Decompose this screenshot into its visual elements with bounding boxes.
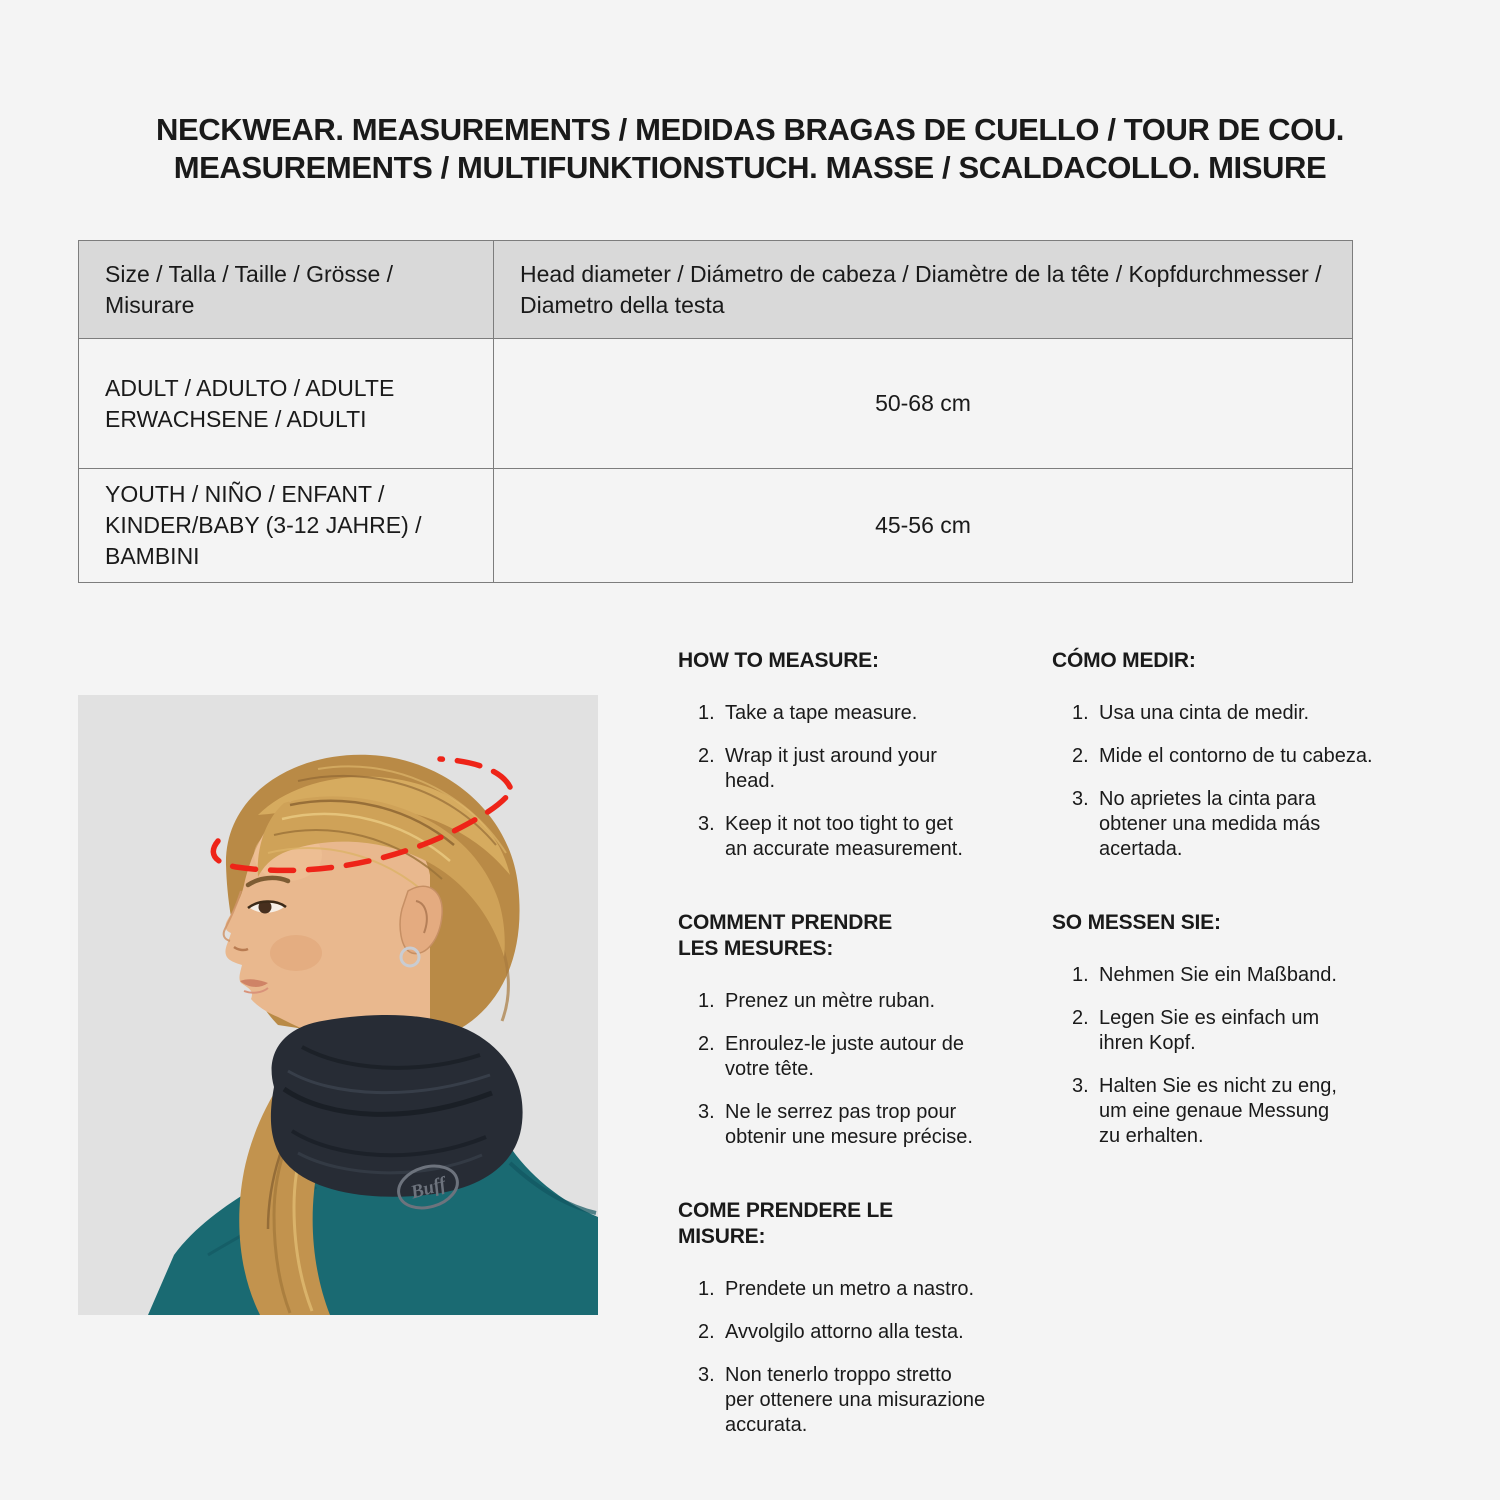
step-item	[678, 1277, 1008, 1302]
step-number: 2.	[698, 1033, 715, 1055]
step-number: 3.	[698, 813, 715, 835]
section-title-it: COME PRENDERE LE MISURE:	[678, 1199, 893, 1248]
buff-logo-text: Buff	[408, 1173, 449, 1204]
youth-size-label: YOUTH / NIÑO / ENFANT / KINDER/BABY (3-12 JAHRE) / BAMBINI	[79, 469, 494, 583]
step-text: Usa una cinta de medir.	[1099, 702, 1310, 724]
step-text: Wrap it just around your head.	[725, 745, 937, 792]
section-how-to-measure-en	[678, 648, 1008, 862]
model-photo	[78, 695, 598, 1315]
step-text: Prendete un metro a nastro.	[725, 1278, 975, 1300]
step-number: 1.	[698, 990, 715, 1012]
step-text: Take a tape measure.	[725, 702, 918, 724]
table-row-youth	[79, 469, 1353, 583]
step-item	[1052, 963, 1388, 988]
step-text: Prenez un mètre ruban.	[725, 990, 936, 1012]
step-text: Mide el contorno de tu cabeza.	[1099, 745, 1373, 767]
step-number: 1.	[698, 1278, 715, 1300]
step-item	[678, 1320, 1008, 1345]
step-item	[1052, 701, 1388, 726]
step-text: Enroulez-le juste autour de votre tête.	[725, 1033, 965, 1080]
section-how-to-measure-de	[1052, 910, 1388, 1149]
model-photo-illustration	[78, 695, 598, 1315]
neckwear	[271, 1015, 523, 1197]
step-text: Legen Sie es einfach um ihren Kopf.	[1099, 1007, 1320, 1054]
step-text: Ne le serrez pas trop pour obtenir une mesure précise.	[725, 1101, 973, 1148]
diameter-column-header: Head diameter / Diámetro de cabeza / Diamètre de la tête / Kopfdurchmesser / Diametro della testa	[494, 241, 1353, 339]
table-row-adult	[79, 339, 1353, 469]
step-text: Nehmen Sie ein Maßband.	[1099, 964, 1337, 986]
adult-diameter-value: 50-68 cm	[494, 339, 1353, 469]
youth-diameter-value: 45-56 cm	[494, 469, 1353, 583]
step-text: Keep it not too tight to get an accurate measurement.	[725, 813, 963, 860]
step-text: Halten Sie es nicht zu eng, um eine genaue Messung zu erhalten.	[1099, 1075, 1337, 1147]
adult-size-label: ADULT / ADULTO / ADULTE ERWACHSENE / ADULTI	[79, 339, 494, 469]
step-text: Avvolgilo attorno alla testa.	[725, 1321, 964, 1343]
instructions-column-1	[678, 648, 1008, 1438]
section-how-to-measure-es	[1052, 648, 1388, 862]
step-number: 1.	[698, 702, 715, 724]
step-item	[678, 989, 1008, 1014]
section-title-en: HOW TO MEASURE:	[678, 649, 879, 672]
section-title-fr: COMMENT PRENDRE LES MESURES:	[678, 911, 893, 960]
steps-list-es	[1052, 701, 1388, 862]
step-item	[678, 1032, 1008, 1082]
step-number: 1.	[1072, 964, 1089, 986]
step-number: 1.	[1072, 702, 1089, 724]
step-number: 2.	[1072, 745, 1089, 767]
step-item	[1052, 1074, 1388, 1149]
step-item	[1052, 787, 1388, 862]
step-number: 3.	[698, 1364, 715, 1386]
section-title-de: SO MESSEN SIE:	[1052, 911, 1221, 934]
step-text: Non tenerlo troppo stretto per ottenere una misurazione accurata.	[725, 1364, 986, 1436]
section-how-to-measure-fr	[678, 910, 1008, 1150]
step-item	[678, 1100, 1008, 1150]
steps-list-en	[678, 701, 1008, 862]
step-number: 3.	[698, 1101, 715, 1123]
steps-list-it	[678, 1277, 1008, 1438]
steps-list-fr	[678, 989, 1008, 1150]
step-item	[1052, 1006, 1388, 1056]
step-number: 2.	[698, 1321, 715, 1343]
step-number: 2.	[698, 745, 715, 767]
steps-list-de	[1052, 963, 1388, 1149]
step-item	[1052, 744, 1388, 769]
section-how-to-measure-it	[678, 1198, 1008, 1438]
size-column-header: Size / Talla / Taille / Grösse / Misurare	[79, 241, 494, 339]
size-table	[78, 240, 1353, 583]
section-title-es: CÓMO MEDIR:	[1052, 649, 1196, 672]
table-header-row	[79, 241, 1353, 339]
step-number: 3.	[1072, 1075, 1089, 1097]
step-number: 3.	[1072, 788, 1089, 810]
step-text: No aprietes la cinta para obtener una medida más acertada.	[1099, 788, 1321, 860]
step-item	[678, 701, 1008, 726]
step-item	[678, 1363, 1008, 1438]
page-title: NECKWEAR. MEASUREMENTS / MEDIDAS BRAGAS DE CUELLO / TOUR DE COU. MEASUREMENTS / MULTIFUNKTIONSTUCH. MASSE / SCALDACOLLO. MISURE	[155, 112, 1345, 185]
step-number: 2.	[1072, 1007, 1089, 1029]
step-item	[678, 744, 1008, 794]
step-item	[678, 812, 1008, 862]
instructions-column-2	[1052, 648, 1388, 1149]
